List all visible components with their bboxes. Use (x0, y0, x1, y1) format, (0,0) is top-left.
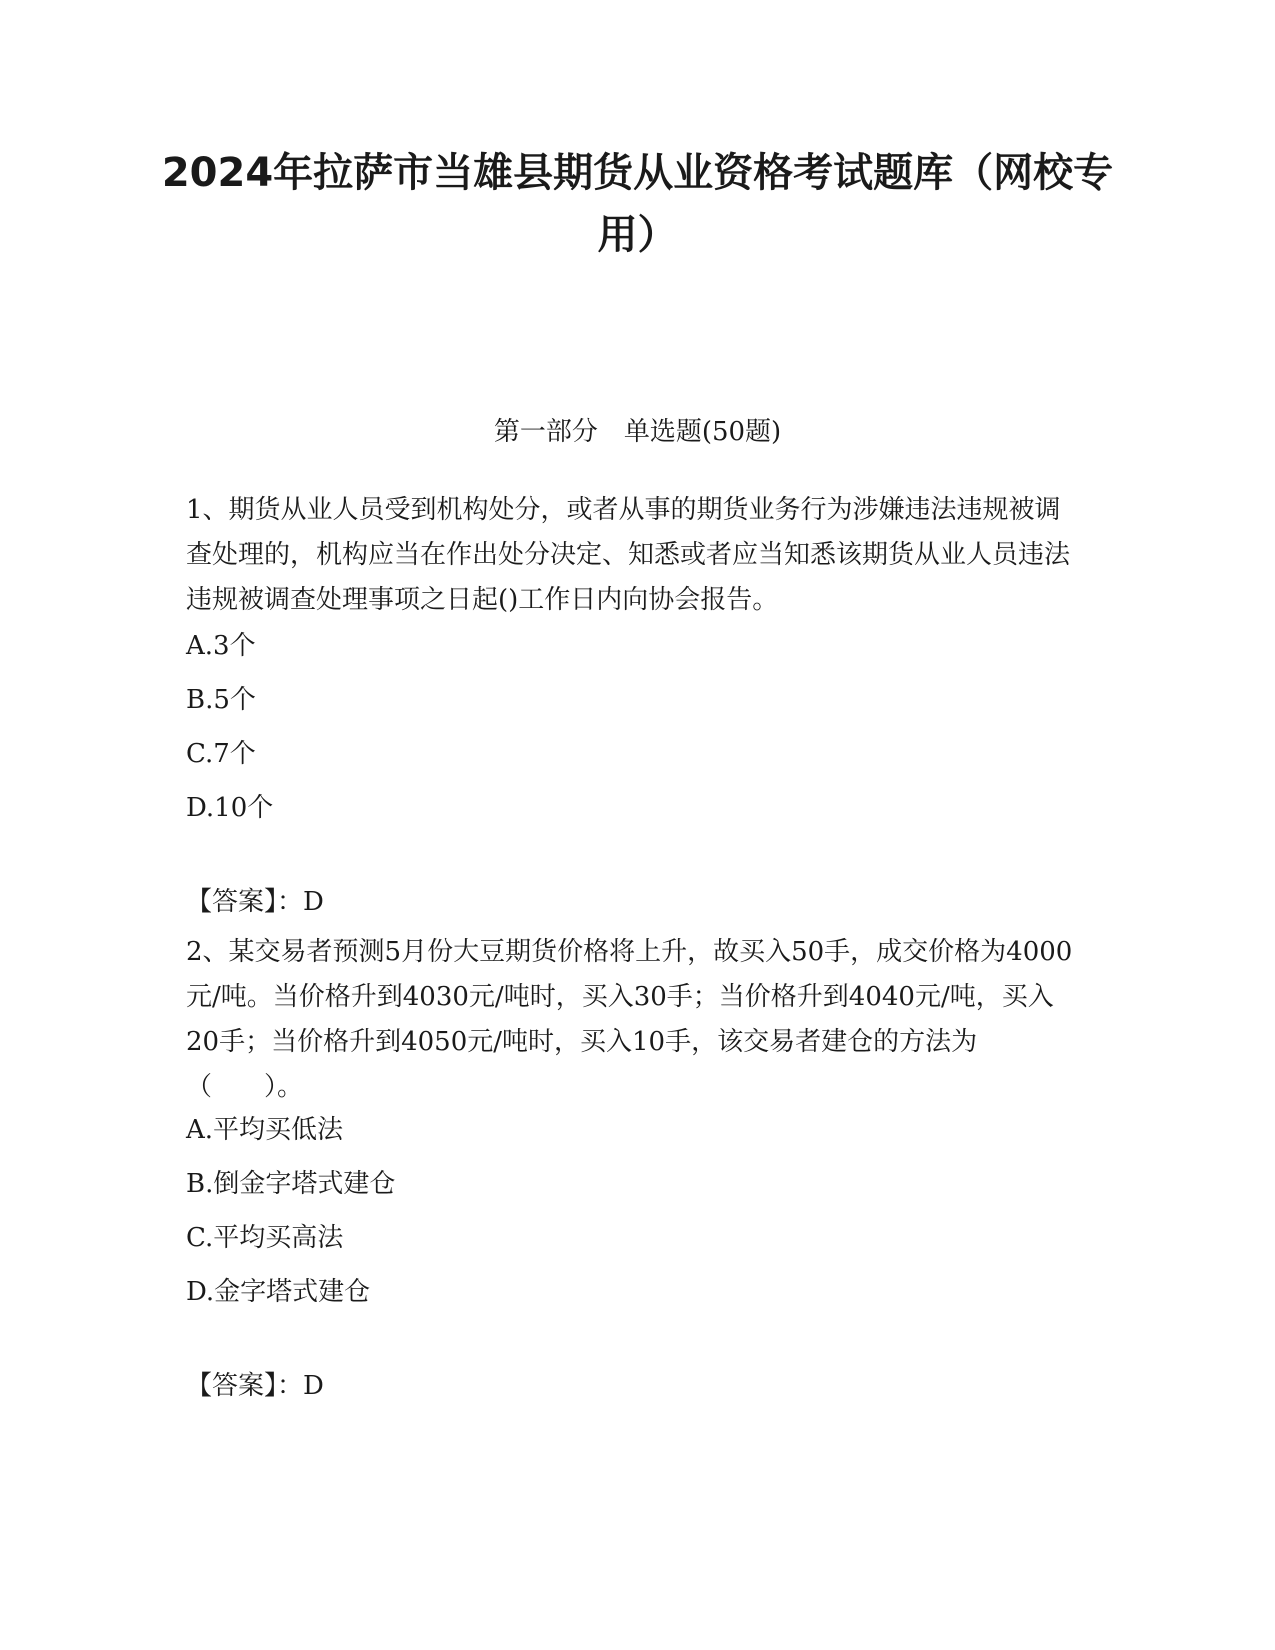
question-1-option-d: D.10个 (186, 793, 274, 823)
question-2-answer: 【答案】：D (186, 1371, 324, 1401)
question-1-option-a: A.3个 (186, 631, 256, 661)
question-2-option-a: A.平均买低法 (186, 1115, 344, 1145)
question-1-option-b: B.5个 (186, 685, 256, 715)
question-1-option-c: C.7个 (186, 739, 256, 769)
question-2-option-b: B.倒金字塔式建仓 (186, 1169, 396, 1199)
document-title: 2024年拉萨市当雄县期货从业资格考试题库（网校专用） (161, 150, 1114, 258)
question-1-stem: 1、期货从业人员受到机构处分，或者从事的期货业务行为涉嫌违法违规被调查处理的，机构应当在作出处分决定、知悉或者应当知悉该期货从业人员违法违规被调查处理事项之日起()工作日内向协会报告。 (186, 495, 1071, 615)
question-2-option-c: C.平均买高法 (186, 1223, 344, 1253)
section-heading: 第一部分 单选题(50题) (493, 417, 782, 447)
question-1-answer: 【答案】：D (186, 887, 324, 917)
question-2-option-d: D.金字塔式建仓 (186, 1277, 371, 1307)
question-2-stem: 2、某交易者预测5月份大豆期货价格将上升，故买入50手，成交价格为4000元/吨。当价格升到4030元/吨时，买入30手；当价格升到4040元/吨，买入20手；当价格升到4050元/吨时，买入10手，该交易者建仓的方法为（ ）。 (186, 937, 1073, 1102)
